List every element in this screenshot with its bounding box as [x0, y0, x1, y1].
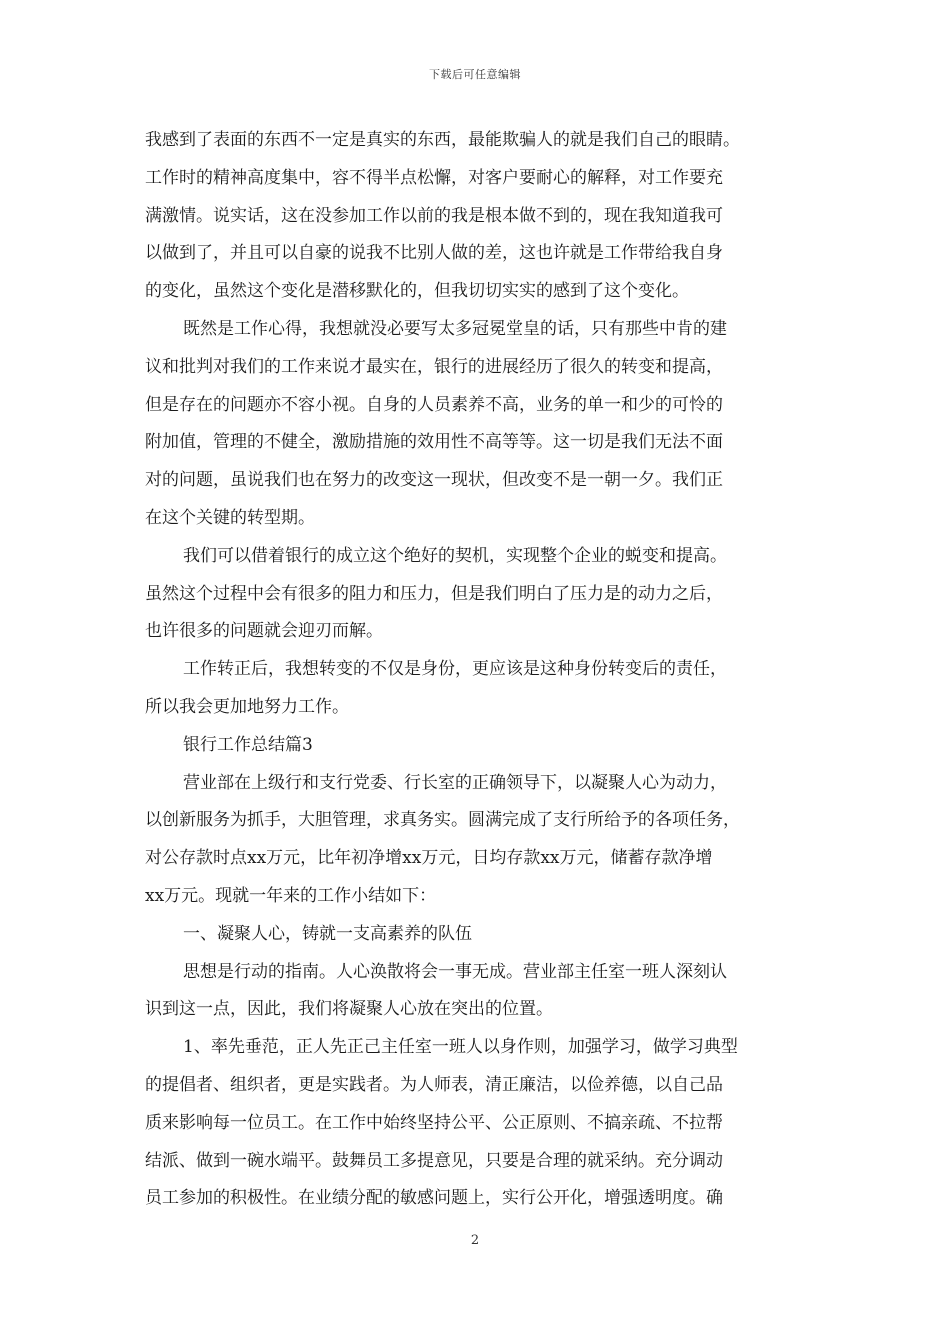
- paragraph-first-line: 工作转正后，我想转变的不仅是身份，更应该是这种身份转变后的责任，: [183, 659, 727, 680]
- paragraph-first-line: 既然是工作心得，我想就没必要写太多冠冕堂皇的话，只有那些中肯的建: [183, 318, 727, 339]
- text-line: 对的问题，虽说我们也在努力的改变这一现状，但改变不是一朝一夕。我们正: [145, 470, 723, 491]
- text-line: 识到这一点，因此，我们将凝聚人心放在突出的位置。: [145, 999, 553, 1020]
- text-line: 在这个关键的转型期。: [145, 507, 315, 528]
- text-line: xx万元。现就一年来的工作小结如下：: [145, 885, 437, 906]
- text-line: 的变化，虽然这个变化是潜移默化的，但我切切实实的感到了这个变化。: [145, 281, 689, 302]
- document-body: [145, 122, 810, 1218]
- paragraph-first-line: 营业部在上级行和支行党委、行长室的正确领导下，以凝聚人心为动力，: [183, 772, 727, 793]
- paragraph-first-line: 我们可以借着银行的成立这个绝好的契机，实现整个企业的蜕变和提高。: [183, 545, 727, 566]
- text-line: 对公存款时点xx万元，比年初净增xx万元，日均存款xx万元，储蓄存款净增: [145, 848, 713, 869]
- text-line: 我感到了表面的东西不一定是真实的东西，最能欺骗人的就是我们自己的眼睛。: [145, 130, 740, 150]
- text-line: 虽然这个过程中会有很多的阻力和压力，但是我们明白了压力是的动力之后，: [145, 583, 723, 604]
- text-line: 质来影响每一位员工。在工作中始终坚持公平、公正原则、不搞亲疏、不拉帮: [145, 1112, 723, 1133]
- page-number: 2: [470, 1233, 480, 1248]
- text-line: 结派、做到一碗水端平。鼓舞员工多提意见，只要是合理的就采纳。充分调动: [145, 1150, 723, 1171]
- text-line: 但是存在的问题亦不容小视。自身的人员素养不高，业务的单一和少的可怜的: [145, 394, 723, 415]
- text-line: 工作时的精神高度集中，容不得半点松懈，对客户要耐心的解释，对工作要充: [145, 167, 723, 188]
- text-line: 所以我会更加地努力工作。: [145, 696, 349, 717]
- page-header-note: 下载后可任意编辑: [429, 68, 521, 81]
- text-line: 员工参加的积极性。在业绩分配的敏感问题上，实行公开化，增强透明度。确: [145, 1188, 723, 1209]
- text-line: 的提倡者、组织者，更是实践者。为人师表，清正廉洁，以俭养德，以自己品: [145, 1074, 723, 1095]
- text-line: 附加值，管理的不健全，激励措施的效用性不高等等。这一切是我们无法不面: [145, 432, 723, 453]
- subsection-heading: 一、凝聚人心，铸就一支高素养的队伍: [183, 923, 472, 944]
- section-title: 银行工作总结篇3: [183, 734, 313, 755]
- paragraph-first-line: 1、率先垂范，正人先正己主任室一班人以身作则，加强学习，做学习典型: [183, 1037, 738, 1058]
- text-line: 满激情。说实话，这在没参加工作以前的我是根本做不到的，现在我知道我可: [145, 205, 723, 226]
- paragraph-first-line: 思想是行动的指南。人心涣散将会一事无成。营业部主任室一班人深刻认: [183, 961, 727, 982]
- text-line: 以创新服务为抓手，大胆管理，求真务实。圆满完成了支行所给予的各项任务，: [145, 810, 740, 831]
- text-line: 议和批判对我们的工作来说才最实在，银行的进展经历了很久的转变和提高，: [145, 356, 723, 377]
- text-line: 以做到了，并且可以自豪的说我不比别人做的差，这也许就是工作带给我自身: [145, 243, 723, 264]
- text-line: 也许很多的问题就会迎刃而解。: [145, 621, 383, 642]
